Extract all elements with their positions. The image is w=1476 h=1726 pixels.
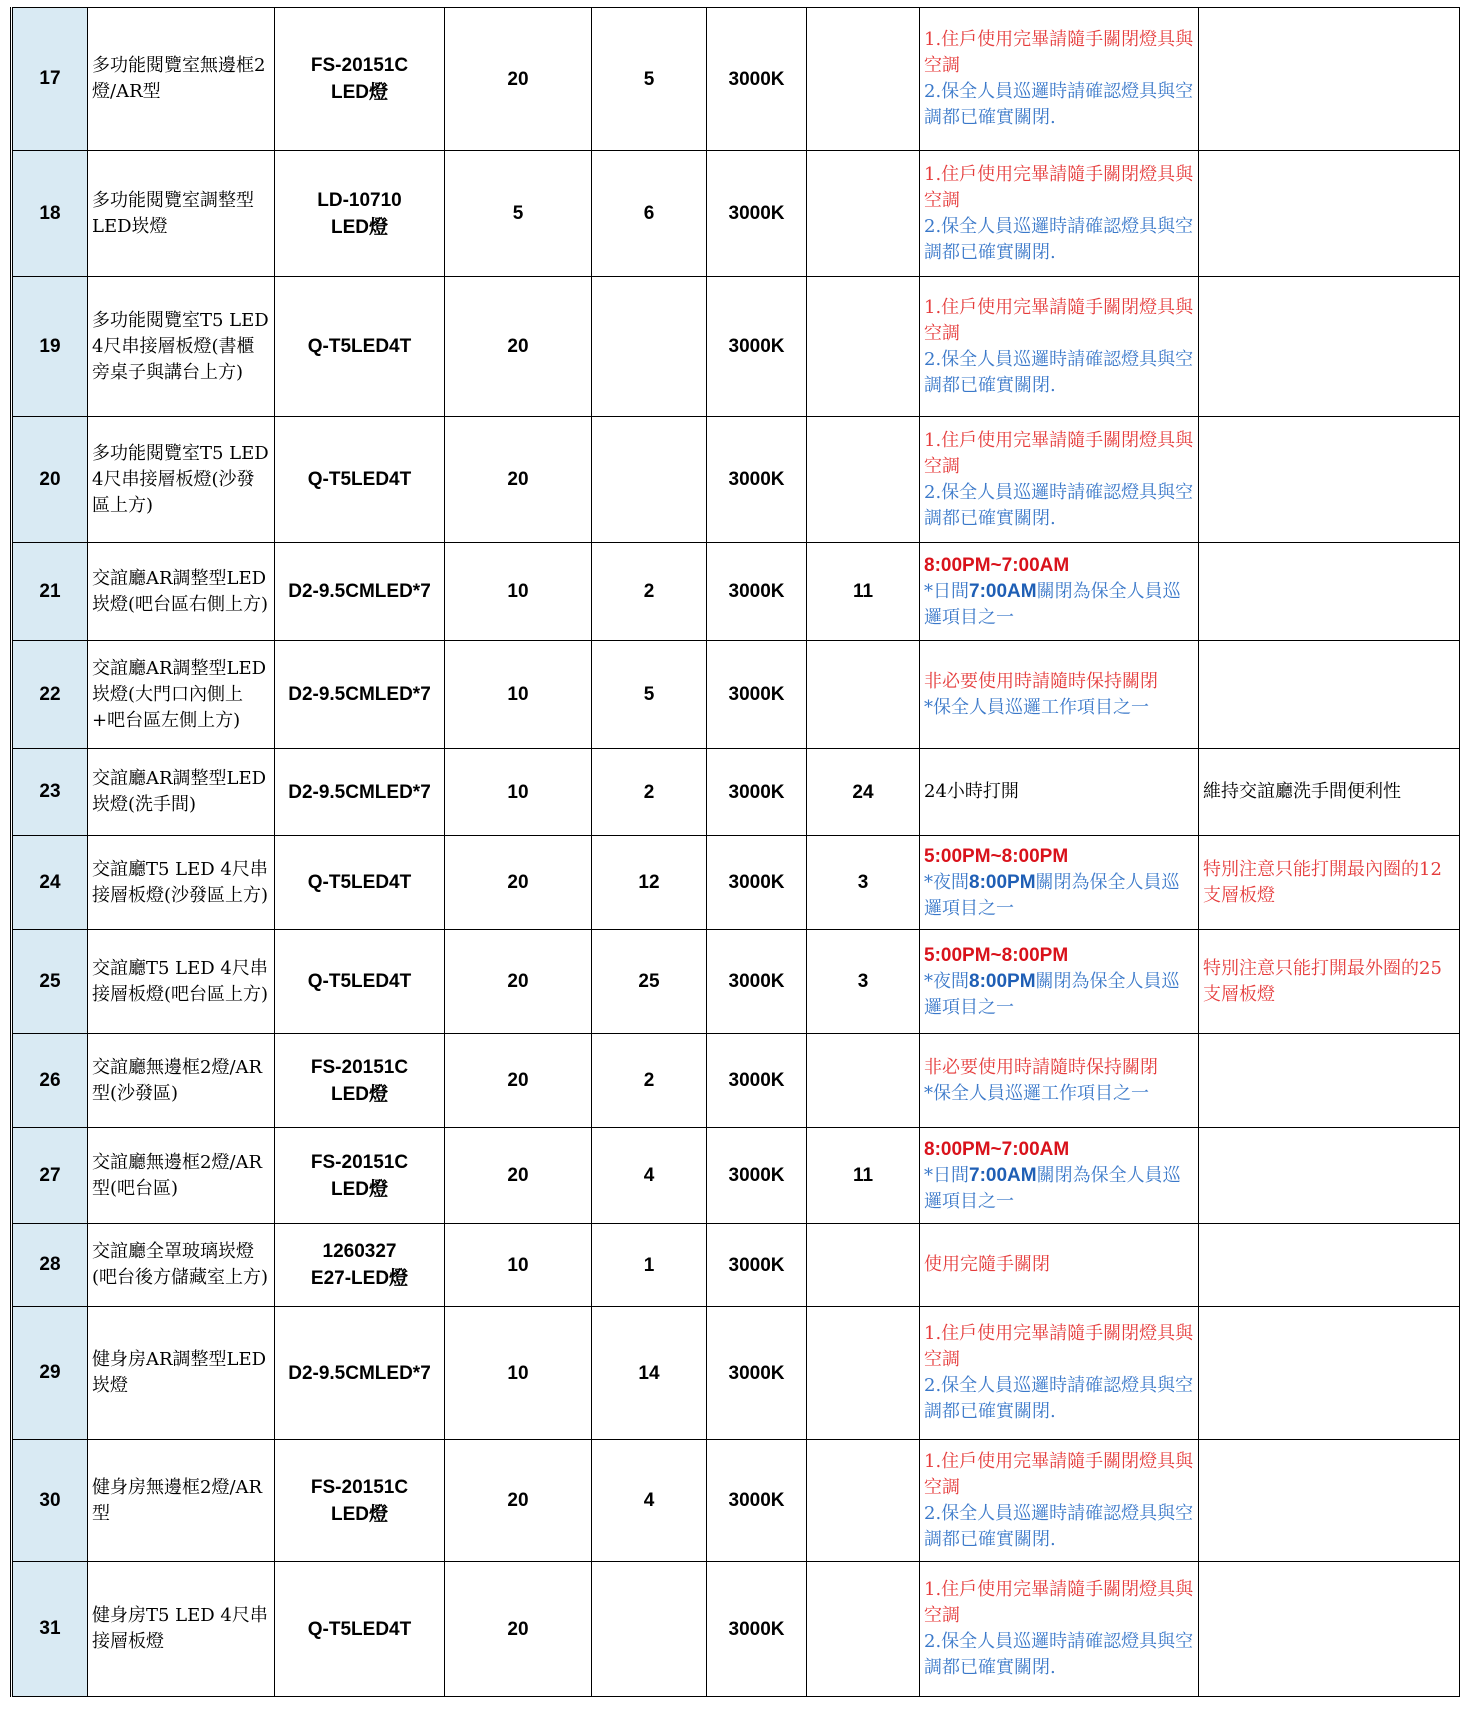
usage-note-cell (920, 277, 1199, 417)
note-time-range: 5:00PM~8:00PM (924, 845, 1069, 867)
fixture-name-cell: 多功能閱覽室調整型LED崁燈 (88, 151, 275, 277)
model-line-2: LED燈 (330, 82, 388, 103)
remark-cell: 特別注意只能打開最外圈的25支層板燈 (1199, 930, 1460, 1034)
row-number-cell: 31 (12, 1562, 88, 1697)
row-number-cell: 29 (12, 1307, 88, 1440)
row-number-cell: 20 (12, 417, 88, 543)
table-row (12, 277, 1460, 417)
quantity-cell (592, 1562, 707, 1697)
note-shutoff-prefix: *日間 (924, 580, 969, 602)
remark-cell (1199, 151, 1460, 277)
wattage-cell: 20 (445, 417, 592, 543)
hours-cell (807, 277, 920, 417)
model-line-1: D2-9.5CMLED*7 (288, 1362, 431, 1384)
wattage-cell: 20 (445, 1034, 592, 1128)
model-line-1: FS-20151C (310, 1476, 409, 1498)
quantity-cell: 5 (592, 641, 707, 749)
quantity-cell: 5 (592, 8, 707, 151)
note-shutoff-suffix: 關閉為保全人員巡邏項目之一 (924, 871, 1180, 919)
remark-cell (1199, 277, 1460, 417)
color-temp-cell: 3000K (707, 8, 807, 151)
quantity-cell: 2 (592, 1034, 707, 1128)
remark-cell (1199, 1307, 1460, 1440)
hours-cell (807, 641, 920, 749)
usage-note-cell (920, 1224, 1199, 1307)
usage-note-cell (920, 1440, 1199, 1562)
model-line-1: Q-T5LED4T (307, 872, 412, 893)
note-shutoff-line (924, 870, 1194, 922)
usage-note-cell (920, 641, 1199, 749)
fixture-name-cell: 交誼廳AR調整型LED崁燈(大門口內側上+吧台區左側上方) (88, 641, 275, 749)
wattage-cell: 20 (445, 930, 592, 1034)
usage-note-cell (920, 749, 1199, 836)
note-line-1: 1.住戶使用完畢請隨手關閉燈具與空調 (924, 1579, 1194, 1626)
row-number-cell: 18 (12, 151, 88, 277)
table-row (12, 930, 1460, 1034)
table-row (12, 836, 1460, 930)
color-temp-cell: 3000K (707, 641, 807, 749)
note-text: 24小時打開 (924, 781, 1019, 802)
note-shutoff-time: 8:00PM (969, 871, 1036, 893)
model-cell (275, 8, 445, 151)
note-line-2: *保全人員巡邏工作項目之一 (924, 1082, 1149, 1104)
quantity-cell: 4 (592, 1440, 707, 1562)
fixture-name-cell: 多功能閱覽室T5 LED 4尺串接層板燈(書櫃旁桌子與講台上方) (88, 277, 275, 417)
remark-cell (1199, 1562, 1460, 1697)
model-line-2: LED燈 (330, 1083, 388, 1105)
note-time-range: 8:00PM~7:00AM (924, 554, 1070, 576)
model-cell (275, 1307, 445, 1440)
note-time-range: 5:00PM~8:00PM (924, 944, 1069, 966)
model-line-1: Q-T5LED4T (307, 1618, 412, 1640)
note-shutoff-time: 8:00PM (969, 970, 1036, 992)
color-temp-cell: 3000K (707, 1440, 807, 1562)
wattage-cell: 20 (445, 836, 592, 930)
remark-cell (1199, 1224, 1460, 1307)
usage-note-cell (920, 836, 1199, 930)
color-temp-cell: 3000K (707, 151, 807, 277)
note-line-1: 1.住戶使用完畢請隨手關閉燈具與空調 (924, 429, 1194, 477)
quantity-cell: 25 (592, 930, 707, 1034)
quantity-cell (592, 277, 707, 417)
model-cell (275, 930, 445, 1034)
color-temp-cell: 3000K (707, 836, 807, 930)
model-line-1: Q-T5LED4T (307, 336, 412, 357)
note-shutoff-prefix: *夜間 (924, 970, 969, 992)
note-line-2: 2.保全人員巡邏時請確認燈具與空調都已確實關閉. (924, 215, 1194, 263)
model-cell (275, 641, 445, 749)
usage-note-cell (920, 151, 1199, 277)
note-shutoff-suffix: 關閉為保全人員巡邏項目之一 (924, 970, 1180, 1018)
hours-cell (807, 1307, 920, 1440)
note-line-1: 1.住戶使用完畢請隨手關閉燈具與空調 (924, 296, 1194, 344)
note-line-2: 2.保全人員巡邏時請確認燈具與空調都已確實關閉. (924, 1375, 1194, 1422)
model-cell (275, 1034, 445, 1128)
color-temp-cell: 3000K (707, 749, 807, 836)
row-number-cell: 21 (12, 543, 88, 641)
wattage-cell: 20 (445, 1440, 592, 1562)
color-temp-cell: 3000K (707, 417, 807, 543)
note-shutoff-suffix: 關閉為保全人員巡邏項目之一 (924, 580, 1181, 628)
fixture-name-cell: 交誼廳AR調整型LED崁燈(洗手間) (88, 749, 275, 836)
remark-cell (1199, 1440, 1460, 1562)
model-line-1: FS-20151C (310, 1151, 409, 1173)
note-text: 使用完隨手關閉 (924, 1254, 1050, 1275)
hours-cell: 3 (807, 930, 920, 1034)
fixture-name-cell: 交誼廳T5 LED 4尺串接層板燈(沙發區上方) (88, 836, 275, 930)
model-line-2: LED燈 (330, 216, 388, 238)
color-temp-cell: 3000K (707, 277, 807, 417)
hours-cell (807, 1440, 920, 1562)
hours-cell: 11 (807, 1128, 920, 1224)
fixture-name-cell: 多功能閱覽室T5 LED 4尺串接層板燈(沙發區上方) (88, 417, 275, 543)
lighting-schedule-page (10, 7, 1442, 1697)
note-shutoff-line (924, 969, 1194, 1021)
wattage-cell: 10 (445, 543, 592, 641)
wattage-cell: 10 (445, 1307, 592, 1440)
note-line-2: 2.保全人員巡邏時請確認燈具與空調都已確實關閉. (924, 1502, 1194, 1550)
hours-cell (807, 417, 920, 543)
model-cell (275, 836, 445, 930)
note-shutoff-line (924, 1163, 1194, 1215)
note-line-2: *保全人員巡邏工作項目之一 (924, 696, 1149, 718)
usage-note-cell (920, 417, 1199, 543)
model-line-1: FS-20151C (310, 55, 409, 76)
model-cell (275, 1440, 445, 1562)
usage-note-cell (920, 1562, 1199, 1697)
quantity-cell (592, 417, 707, 543)
model-line-1: LD-10710 (317, 189, 402, 211)
table-row (12, 1307, 1460, 1440)
wattage-cell: 5 (445, 151, 592, 277)
color-temp-cell: 3000K (707, 1034, 807, 1128)
model-line-1: FS-20151C (310, 1056, 409, 1078)
table-row (12, 417, 1460, 543)
remark-cell: 維持交誼廳洗手間便利性 (1199, 749, 1460, 836)
model-line-1: Q-T5LED4T (307, 469, 412, 490)
color-temp-cell: 3000K (707, 1307, 807, 1440)
model-cell (275, 749, 445, 836)
model-line-1: D2-9.5CMLED*7 (288, 781, 431, 803)
table-row (12, 151, 1460, 277)
wattage-cell: 20 (445, 1128, 592, 1224)
note-line-1: 1.住戶使用完畢請隨手關閉燈具與空調 (924, 163, 1194, 211)
fixture-name-cell: 健身房無邊框2燈/AR型 (88, 1440, 275, 1562)
remark-cell: 特別注意只能打開最內圈的12支層板燈 (1199, 836, 1460, 930)
fixture-name-cell: 交誼廳無邊框2燈/AR型(吧台區) (88, 1128, 275, 1224)
wattage-cell: 10 (445, 749, 592, 836)
fixture-name-cell: 交誼廳全罩玻璃崁燈(吧台後方儲藏室上方) (88, 1224, 275, 1307)
quantity-cell: 1 (592, 1224, 707, 1307)
model-cell (275, 417, 445, 543)
usage-note-cell (920, 1307, 1199, 1440)
color-temp-cell: 3000K (707, 543, 807, 641)
row-number-cell: 23 (12, 749, 88, 836)
table-body (12, 8, 1460, 1697)
row-number-cell: 26 (12, 1034, 88, 1128)
hours-cell: 11 (807, 543, 920, 641)
note-line-2: 2.保全人員巡邏時請確認燈具與空調都已確實關閉. (924, 81, 1194, 128)
row-number-cell: 24 (12, 836, 88, 930)
note-line-1: 非必要使用時請隨時保持關閉 (924, 1056, 1158, 1078)
model-line-1: Q-T5LED4T (307, 971, 412, 992)
row-number-cell: 27 (12, 1128, 88, 1224)
fixture-name-cell: 交誼廳T5 LED 4尺串接層板燈(吧台區上方) (88, 930, 275, 1034)
note-line-1: 1.住戶使用完畢請隨手關閉燈具與空調 (924, 1323, 1194, 1370)
usage-note-cell (920, 543, 1199, 641)
note-line-1: 1.住戶使用完畢請隨手關閉燈具與空調 (924, 1450, 1194, 1498)
row-number-cell: 22 (12, 641, 88, 749)
color-temp-cell: 3000K (707, 930, 807, 1034)
lighting-table (10, 7, 1460, 1697)
table-row (12, 1440, 1460, 1562)
note-line-2: 2.保全人員巡邏時請確認燈具與空調都已確實關閉. (924, 1631, 1194, 1678)
usage-note-cell (920, 1034, 1199, 1128)
note-shutoff-time: 7:00AM (969, 580, 1037, 602)
model-cell (275, 1224, 445, 1307)
note-line-1: 1.住戶使用完畢請隨手關閉燈具與空調 (924, 29, 1194, 76)
model-line-1: D2-9.5CMLED*7 (288, 581, 431, 602)
model-cell (275, 1562, 445, 1697)
fixture-name-cell: 交誼廳AR調整型LED崁燈(吧台區右側上方) (88, 543, 275, 641)
table-row (12, 1128, 1460, 1224)
note-shutoff-prefix: *夜間 (924, 871, 969, 893)
note-shutoff-time: 7:00AM (969, 1164, 1037, 1186)
model-cell (275, 1128, 445, 1224)
table-row (12, 543, 1460, 641)
usage-note-cell (920, 930, 1199, 1034)
remark-cell (1199, 641, 1460, 749)
model-line-1: D2-9.5CMLED*7 (288, 684, 431, 705)
hours-cell (807, 8, 920, 151)
note-line-2: 2.保全人員巡邏時請確認燈具與空調都已確實關閉. (924, 481, 1194, 529)
wattage-cell: 20 (445, 1562, 592, 1697)
hours-cell: 24 (807, 749, 920, 836)
fixture-name-cell: 多功能閱覽室無邊框2燈/AR型 (88, 8, 275, 151)
model-line-2: LED燈 (330, 1178, 388, 1200)
color-temp-cell: 3000K (707, 1224, 807, 1307)
row-number-cell: 19 (12, 277, 88, 417)
model-cell (275, 277, 445, 417)
hours-cell (807, 151, 920, 277)
wattage-cell: 20 (445, 8, 592, 151)
table-row (12, 641, 1460, 749)
color-temp-cell: 3000K (707, 1128, 807, 1224)
remark-cell (1199, 8, 1460, 151)
color-temp-cell: 3000K (707, 1562, 807, 1697)
quantity-cell: 12 (592, 836, 707, 930)
model-line-1: 1260327 (322, 1241, 397, 1262)
note-shutoff-prefix: *日間 (924, 1164, 969, 1186)
fixture-name-cell: 健身房AR調整型LED崁燈 (88, 1307, 275, 1440)
note-time-range: 8:00PM~7:00AM (924, 1138, 1070, 1160)
hours-cell (807, 1224, 920, 1307)
quantity-cell: 2 (592, 543, 707, 641)
model-line-2: LED燈 (330, 1503, 388, 1525)
remark-cell (1199, 1128, 1460, 1224)
wattage-cell: 10 (445, 641, 592, 749)
table-row (12, 1224, 1460, 1307)
fixture-name-cell: 交誼廳無邊框2燈/AR型(沙發區) (88, 1034, 275, 1128)
row-number-cell: 30 (12, 1440, 88, 1562)
row-number-cell: 28 (12, 1224, 88, 1307)
table-row (12, 749, 1460, 836)
note-shutoff-line (924, 579, 1194, 631)
row-number-cell: 17 (12, 8, 88, 151)
table-row (12, 8, 1460, 151)
quantity-cell: 2 (592, 749, 707, 836)
hours-cell: 3 (807, 836, 920, 930)
wattage-cell: 10 (445, 1224, 592, 1307)
row-number-cell: 25 (12, 930, 88, 1034)
model-cell (275, 151, 445, 277)
model-cell (275, 543, 445, 641)
wattage-cell: 20 (445, 277, 592, 417)
hours-cell (807, 1034, 920, 1128)
remark-cell (1199, 417, 1460, 543)
remark-cell (1199, 543, 1460, 641)
remark-cell (1199, 1034, 1460, 1128)
hours-cell (807, 1562, 920, 1697)
usage-note-cell (920, 8, 1199, 151)
usage-note-cell (920, 1128, 1199, 1224)
table-row (12, 1034, 1460, 1128)
note-shutoff-suffix: 關閉為保全人員巡邏項目之一 (924, 1164, 1181, 1212)
note-line-1: 非必要使用時請隨時保持關閉 (924, 670, 1158, 692)
fixture-name-cell: 健身房T5 LED 4尺串接層板燈 (88, 1562, 275, 1697)
note-line-2: 2.保全人員巡邏時請確認燈具與空調都已確實關閉. (924, 348, 1194, 396)
table-row (12, 1562, 1460, 1697)
quantity-cell: 4 (592, 1128, 707, 1224)
quantity-cell: 6 (592, 151, 707, 277)
model-line-2: E27-LED燈 (310, 1268, 409, 1289)
quantity-cell: 14 (592, 1307, 707, 1440)
